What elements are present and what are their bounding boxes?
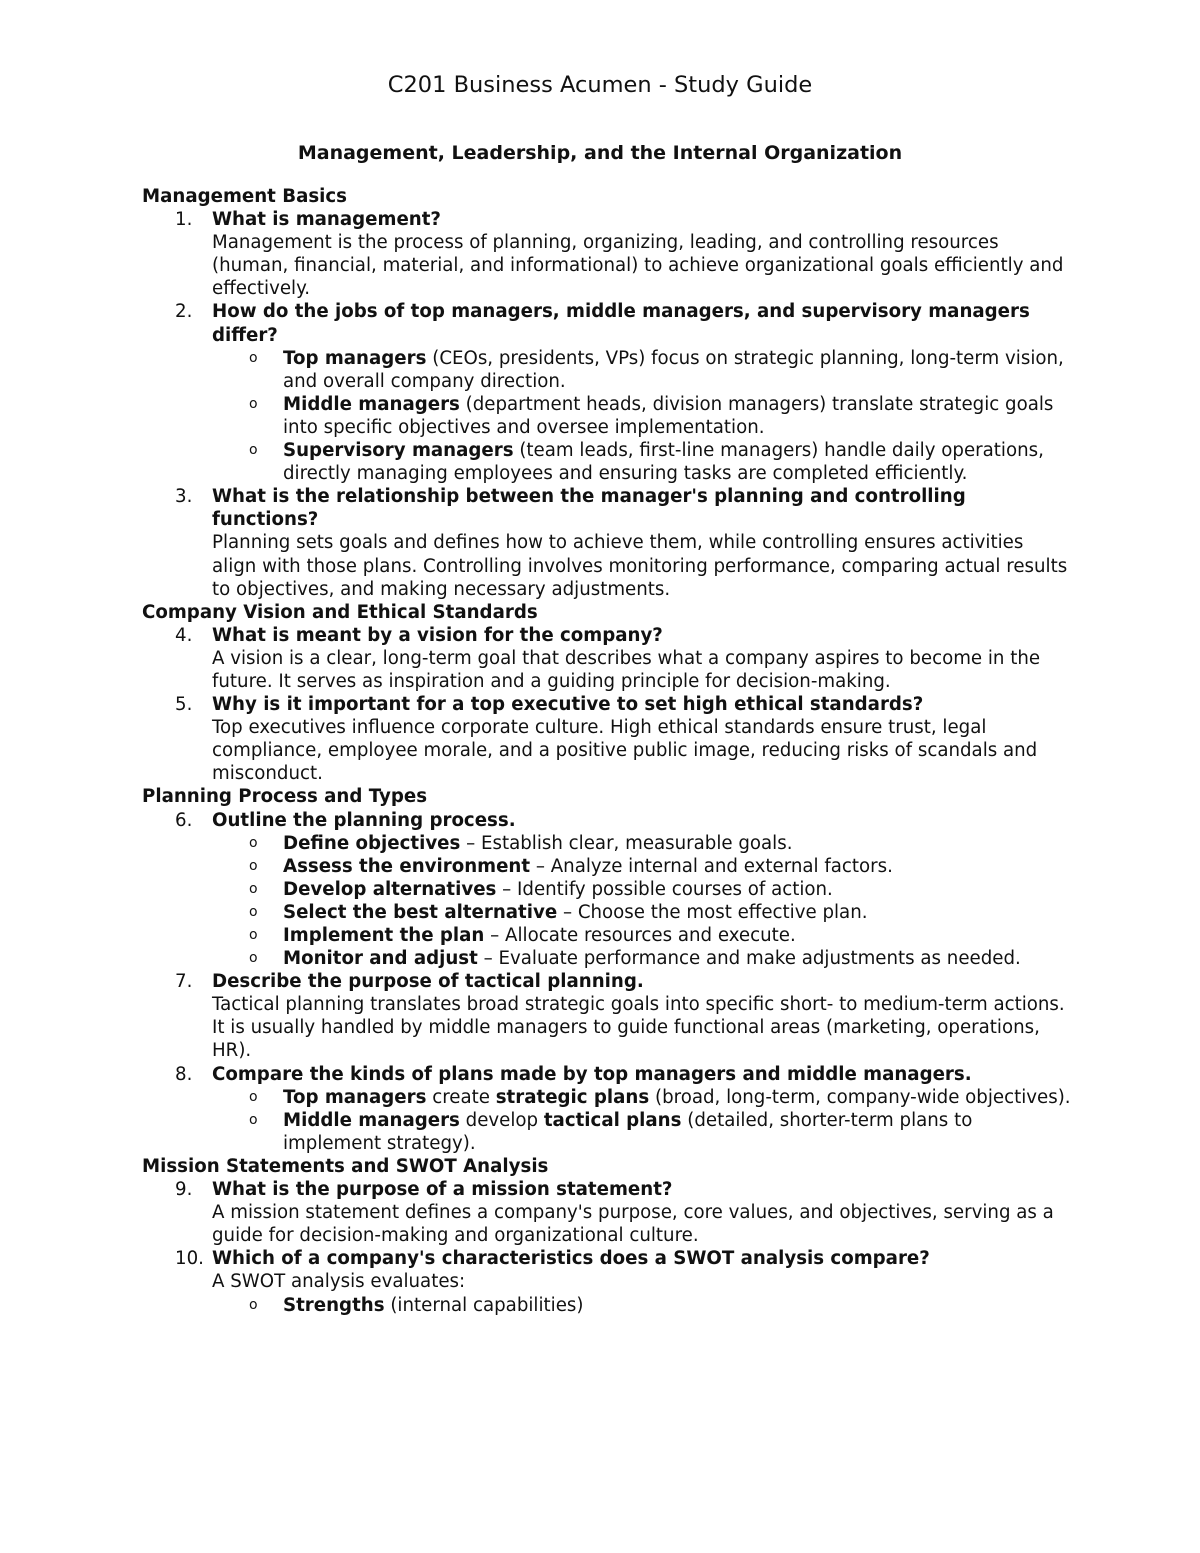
bullet-item — [142, 439, 1072, 485]
bullet-text: – Establish clear, measurable goals. — [460, 832, 793, 854]
document-body — [142, 185, 1072, 1317]
question-text: What is management? — [212, 209, 441, 231]
question-item — [142, 624, 1072, 693]
question-item — [142, 1063, 1072, 1086]
answer-text: Planning sets goals and defines how to achieve them, while controlling ensures activities align with those plans. Controlling involves monitoring performance, comparing actual results to objectives, and making necessary adjustments. — [212, 532, 1068, 600]
bullet-marker: o — [249, 1111, 258, 1128]
question-number: 3. — [175, 486, 193, 508]
section-heading: Company Vision and Ethical Standards — [142, 601, 538, 623]
bullet-item — [142, 393, 1072, 439]
bullet-term: Strengths — [283, 1294, 385, 1316]
question-text: How do the jobs of top managers, middle managers, and supervisory managers differ? — [212, 301, 1030, 346]
question-text: What is the relationship between the manager's planning and controlling functions? — [212, 486, 966, 531]
answer-text: A vision is a clear, long-term goal that describes what a company aspires to become in the future. It serves as inspiration and a guiding principle for decision-making. — [212, 647, 1041, 692]
bullet-item — [142, 1294, 1072, 1317]
bullet-term: Select the best alternative — [283, 901, 558, 923]
bullet-text: – Evaluate performance and make adjustments as needed. — [477, 948, 1021, 970]
bullet-item — [142, 832, 1072, 855]
question-text: Describe the purpose of tactical planning. — [212, 971, 644, 993]
question-number: 10. — [175, 1248, 204, 1270]
question-number: 5. — [175, 694, 193, 716]
question-item — [142, 1178, 1072, 1247]
bullet-text: (detailed, shorter-term plans to implement strategy). — [283, 1109, 973, 1154]
question-number: 6. — [175, 809, 193, 831]
bullet-text: – Analyze internal and external factors. — [530, 855, 893, 877]
bullet-marker: o — [249, 927, 258, 943]
bullet-marker: o — [249, 1296, 258, 1313]
question-item — [142, 1247, 1072, 1293]
question-item — [142, 693, 1072, 785]
bullet-term: Top managers — [283, 347, 427, 369]
bullet-text: (CEOs, presidents, VPs) focus on strategic planning, long-term vision, and overall company direction. — [283, 347, 1064, 392]
bullet-marker: o — [249, 834, 258, 851]
question-number: 1. — [175, 209, 193, 231]
bullet-marker: o — [249, 857, 258, 874]
bullet-term-secondary: strategic plans — [495, 1086, 650, 1108]
bullet-term-secondary: tactical plans — [543, 1109, 682, 1131]
question-text: Outline the planning process. — [212, 809, 516, 831]
bullet-marker: o — [249, 442, 258, 459]
bullet-term: Develop alternatives — [283, 878, 497, 900]
question-item — [142, 208, 1072, 300]
bullet-marker: o — [249, 950, 258, 967]
bullet-term: Define objectives — [283, 832, 461, 854]
document-title: C201 Business Acumen - Study Guide — [387, 72, 813, 98]
bullet-marker: o — [249, 349, 258, 366]
bullet-term: Implement the plan — [283, 925, 485, 946]
section-heading: Mission Statements and SWOT Analysis — [142, 1155, 549, 1177]
bullet-term: Monitor and adjust — [283, 948, 478, 970]
answer-text: Top executives influence corporate culture. High ethical standards ensure trust, legal compliance, employee morale, and a positive public image, reducing risks of scandals and misconduct. — [212, 717, 1038, 785]
bullet-text: (department heads, division managers) translate strategic goals into specific objectives and oversee implementation. — [283, 393, 1054, 438]
question-item — [142, 970, 1072, 1062]
bullet-text: – Identify possible courses of action. — [496, 878, 833, 900]
question-number: 9. — [175, 1179, 193, 1201]
bullet-term: Assess the environment — [283, 855, 531, 877]
bullet-text: (internal capabilities) — [384, 1294, 584, 1316]
bullet-connector: develop — [459, 1109, 544, 1131]
section-heading: Planning Process and Types — [142, 786, 428, 808]
bullet-item — [142, 947, 1072, 970]
answer-text: A SWOT analysis evaluates: — [212, 1271, 466, 1293]
bullet-text: (team leads, first-line managers) handle daily operations, directly managing employees and ensuring tasks are completed efficiently. — [283, 440, 1044, 485]
bullet-term: Top managers — [283, 1086, 427, 1108]
question-number: 4. — [175, 624, 193, 646]
question-text: Why is it important for a top executive to set high ethical standards? — [212, 694, 924, 716]
question-item — [142, 809, 1072, 832]
bullet-term: Middle managers — [283, 393, 460, 415]
bullet-marker: o — [249, 880, 258, 897]
question-item — [142, 300, 1072, 346]
bullet-marker: o — [249, 903, 258, 920]
bullet-item — [142, 1086, 1072, 1109]
bullet-term: Supervisory managers — [283, 440, 514, 462]
bullet-item — [142, 878, 1072, 901]
section-heading: Management Basics — [142, 186, 348, 207]
question-number: 7. — [175, 971, 193, 993]
bullet-marker: o — [249, 1088, 258, 1105]
question-item — [142, 485, 1072, 600]
answer-text: Management is the process of planning, organizing, leading, and controlling resources (human, financial, material, and informational) to achieve organizational goals efficiently and effectively. — [212, 232, 1064, 300]
bullet-item — [142, 347, 1072, 393]
bullet-item — [142, 924, 1072, 947]
question-number: 8. — [175, 1063, 193, 1085]
bullet-item — [142, 855, 1072, 878]
bullet-text: (broad, long-term, company-wide objectives). — [649, 1086, 1071, 1108]
answer-text: A mission statement defines a company's purpose, core values, and objectives, serving as a guide for decision-making and organizational culture. — [212, 1202, 1054, 1247]
answer-text: Tactical planning translates broad strategic goals into specific short- to medium-term actions. It is usually handled by middle managers to guide functional areas (marketing, operations, HR). — [212, 994, 1065, 1062]
document-subtitle: Management, Leadership, and the Internal Organization — [297, 142, 903, 164]
bullet-text: – Allocate resources and execute. — [484, 925, 796, 946]
bullet-item — [142, 901, 1072, 924]
question-text: Compare the kinds of plans made by top managers and middle managers. — [212, 1063, 972, 1085]
question-text: What is meant by a vision for the company? — [212, 624, 663, 646]
bullet-marker: o — [249, 395, 258, 412]
bullet-connector: create — [426, 1086, 496, 1108]
question-number: 2. — [175, 301, 193, 323]
question-text: Which of a company's characteristics does a SWOT analysis compare? — [212, 1248, 930, 1270]
bullet-item — [142, 1109, 1072, 1155]
bullet-term: Middle managers — [283, 1109, 460, 1131]
question-text: What is the purpose of a mission statement? — [212, 1179, 673, 1201]
bullet-text: – Choose the most effective plan. — [557, 901, 868, 923]
